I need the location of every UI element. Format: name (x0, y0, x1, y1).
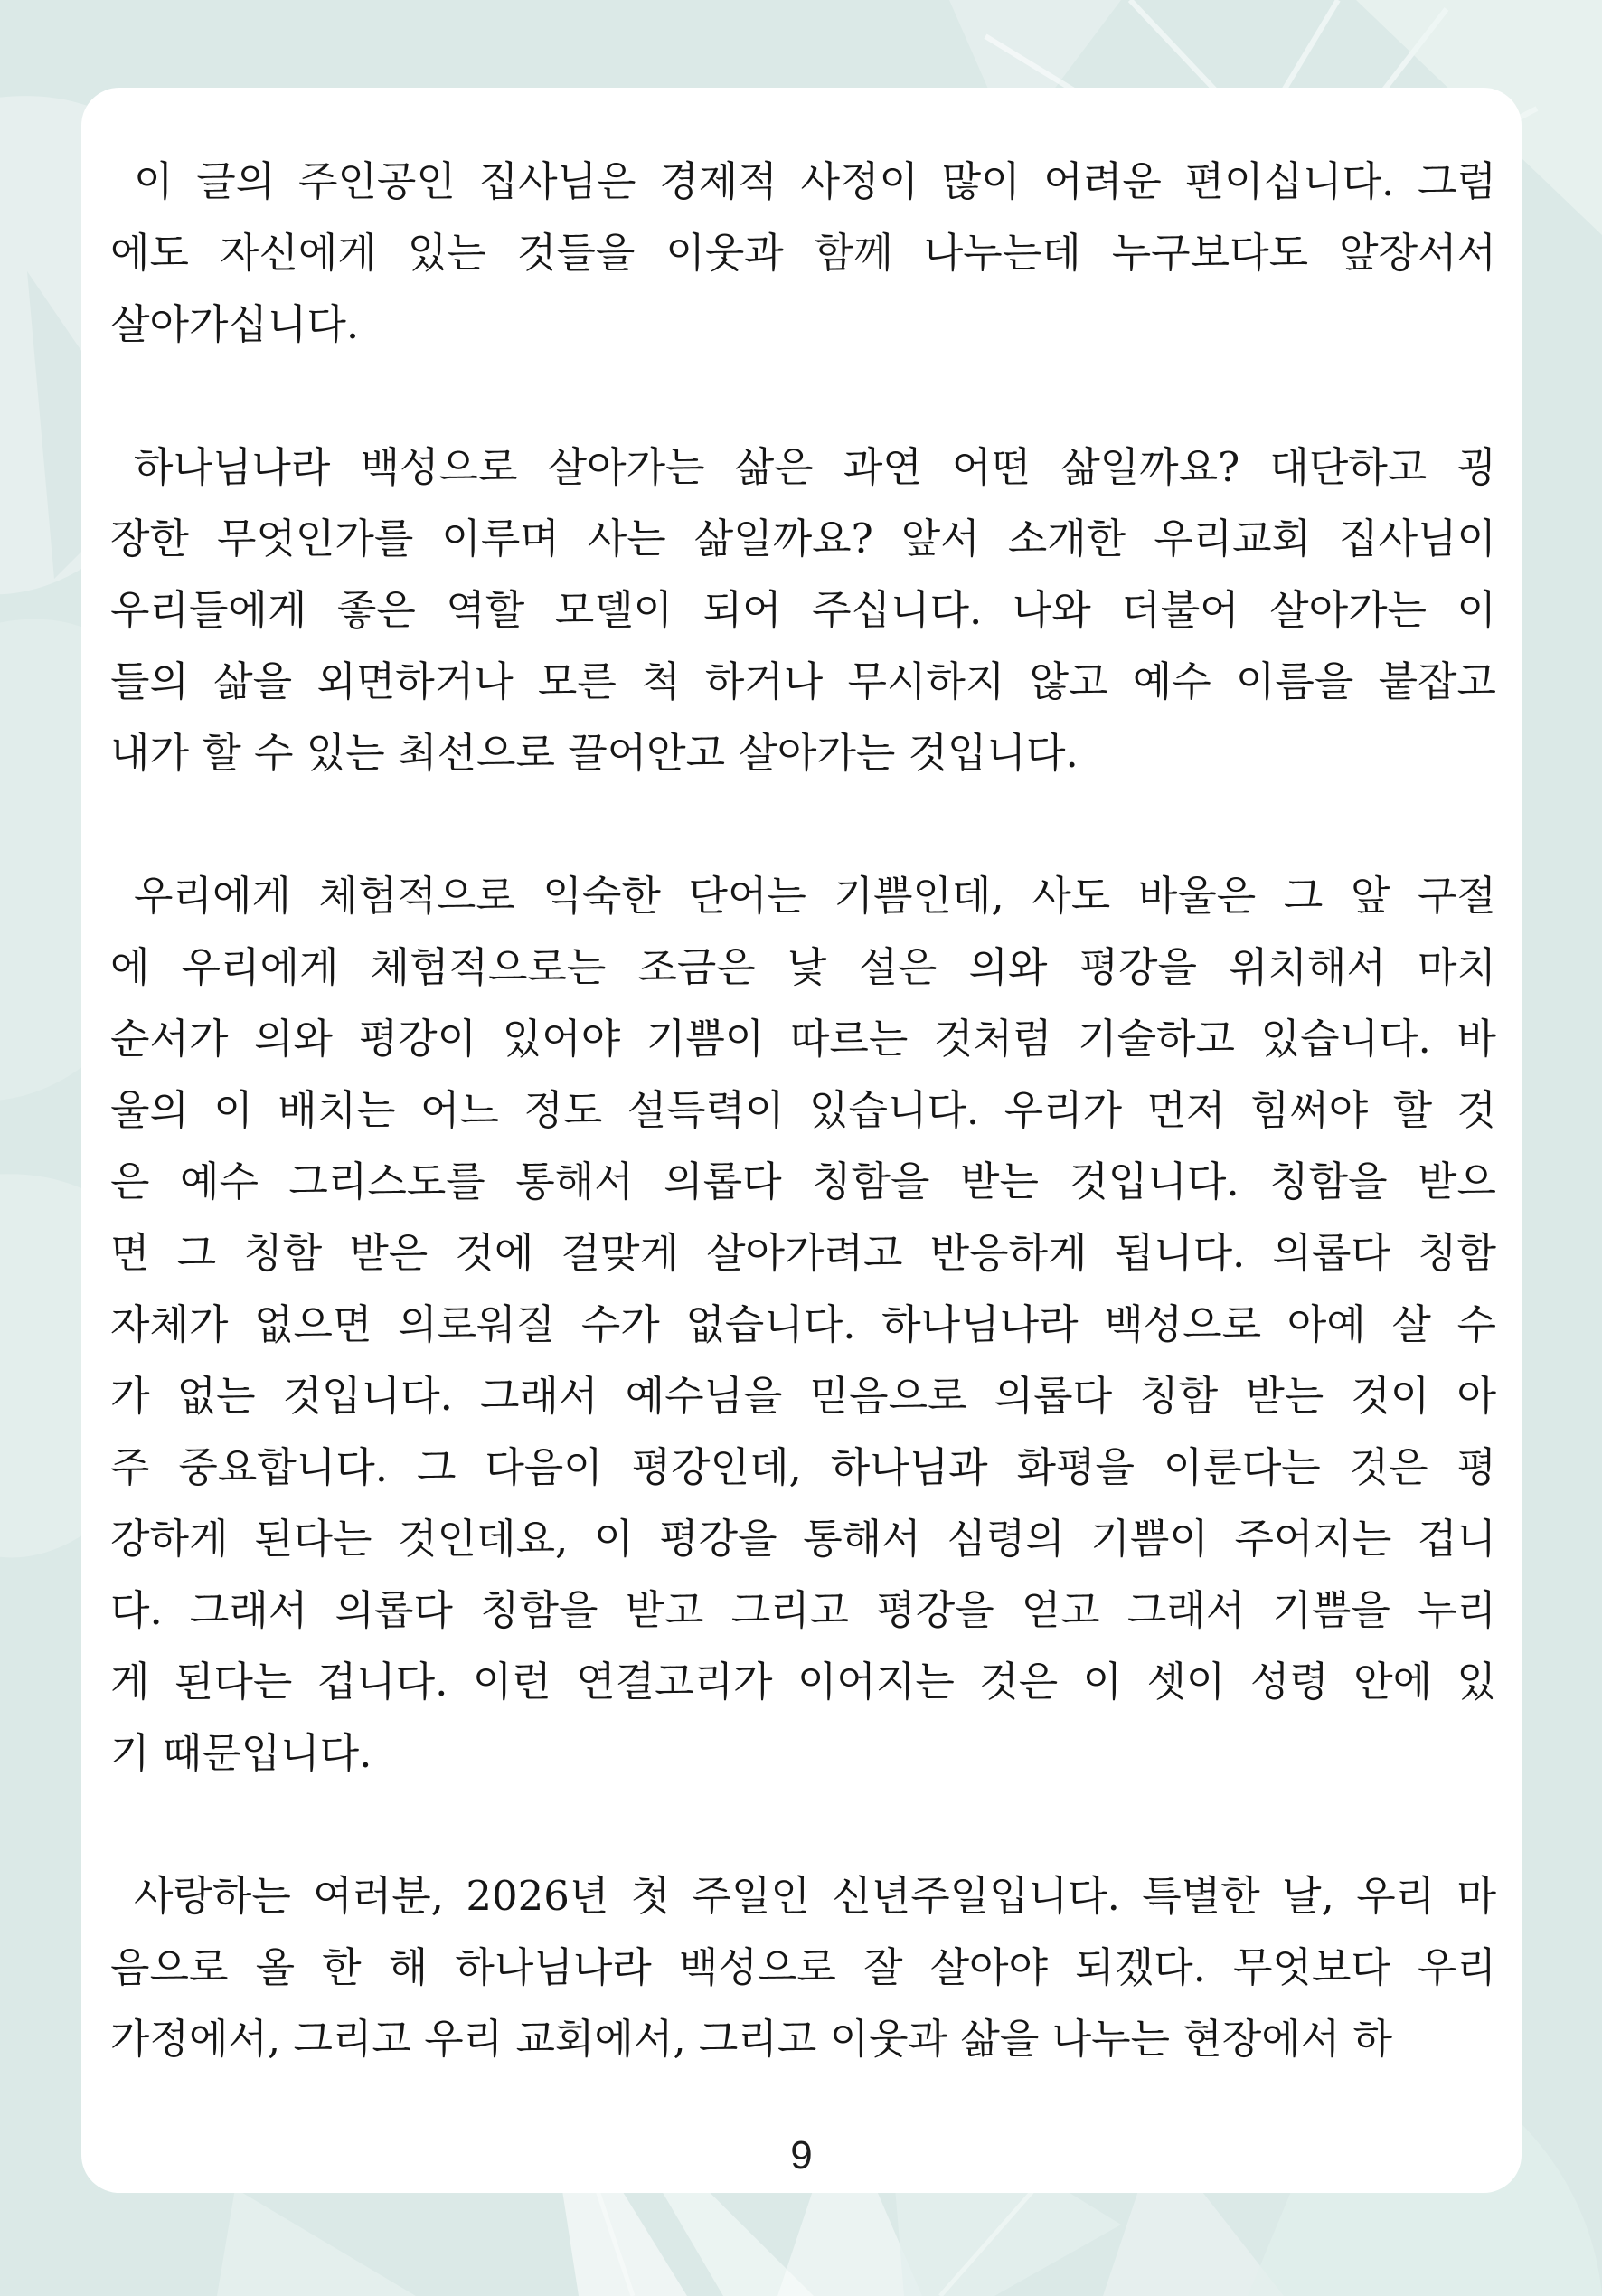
text-line: 자체가 없으면 의로워질 수가 없습니다. 하나님나라 백성으로 아예 살 수 (110, 1300, 1496, 1348)
text-line: 하나님나라 백성으로 살아가는 삶은 과연 어떤 삶일까요? 대단하고 굉 (134, 443, 1496, 491)
text-line: 장한 무엇인가를 이루며 사는 삶일까요? 앞서 소개한 우리교회 집사님이 (110, 515, 1496, 562)
paragraph (110, 860, 1496, 1789)
text-line: 우리에게 체험적으로 익숙한 단어는 기쁨인데, 사도 바울은 그 앞 구절 (134, 872, 1496, 920)
text-line: 가정에서, 그리고 우리 교회에서, 그리고 이웃과 삶을 나누는 현장에서 하 (110, 2015, 1392, 2063)
text-line: 주 중요합니다. 그 다음이 평강인데, 하나님과 화평을 이룬다는 것은 평 (110, 1443, 1496, 1491)
text-line: 내가 할 수 있는 최선으로 끌어안고 살아가는 것입니다. (110, 729, 1079, 777)
text-line: 에 우리에게 체험적으로는 조금은 낯 설은 의와 평강을 위치해서 마치 (110, 943, 1496, 991)
text-line: 살아가십니다. (110, 300, 360, 348)
paragraph (110, 1860, 1496, 2074)
text-line: 사랑하는 여러분, 2026년 첫 주일인 신년주일입니다. 특별한 날, 우리 마 (134, 1872, 1496, 1920)
text-line: 가 없는 것입니다. 그래서 예수님을 믿음으로 의롭다 칭함 받는 것이 아 (110, 1372, 1496, 1420)
text-line: 울의 이 배치는 어느 정도 설득력이 있습니다. 우리가 먼저 힘써야 할 것 (110, 1086, 1496, 1134)
paragraph (110, 431, 1496, 789)
text-line: 은 예수 그리스도를 통해서 의롭다 칭함을 받는 것입니다. 칭함을 받으 (110, 1157, 1496, 1205)
text-line: 들의 삶을 외면하거나 모른 척 하거나 무시하지 않고 예수 이름을 붙잡고 (110, 657, 1496, 705)
page-number: 9 (790, 2133, 813, 2178)
text-line: 에도 자신에게 있는 것들을 이웃과 함께 나누는데 누구보다도 앞장서서 (110, 229, 1496, 277)
sermon-text (110, 146, 1496, 2074)
text-line: 음으로 올 한 해 하나님나라 백성으로 잘 살아야 되겠다. 무엇보다 우리 (110, 1943, 1496, 1991)
text-line: 게 된다는 겁니다. 이런 연결고리가 이어지는 것은 이 셋이 성령 안에 있 (110, 1658, 1496, 1705)
text-line: 기 때문입니다. (110, 1729, 372, 1777)
content-card (81, 88, 1522, 2193)
text-line: 강하게 된다는 것인데요, 이 평강을 통해서 심령의 기쁨이 주어지는 겁니 (110, 1515, 1496, 1563)
text-line: 우리들에게 좋은 역할 모델이 되어 주십니다. 나와 더불어 살아가는 이 (110, 586, 1496, 634)
paragraph (110, 146, 1496, 360)
text-line: 이 글의 주인공인 집사님은 경제적 사정이 많이 어려운 편이십니다. 그럼 (134, 157, 1496, 205)
text-line: 순서가 의와 평강이 있어야 기쁨이 따르는 것처럼 기술하고 있습니다. 바 (110, 1015, 1496, 1063)
text-line: 다. 그래서 의롭다 칭함을 받고 그리고 평강을 얻고 그래서 기쁨을 누리 (110, 1586, 1496, 1634)
text-line: 면 그 칭함 받은 것에 걸맞게 살아가려고 반응하게 됩니다. 의롭다 칭함 (110, 1229, 1496, 1277)
